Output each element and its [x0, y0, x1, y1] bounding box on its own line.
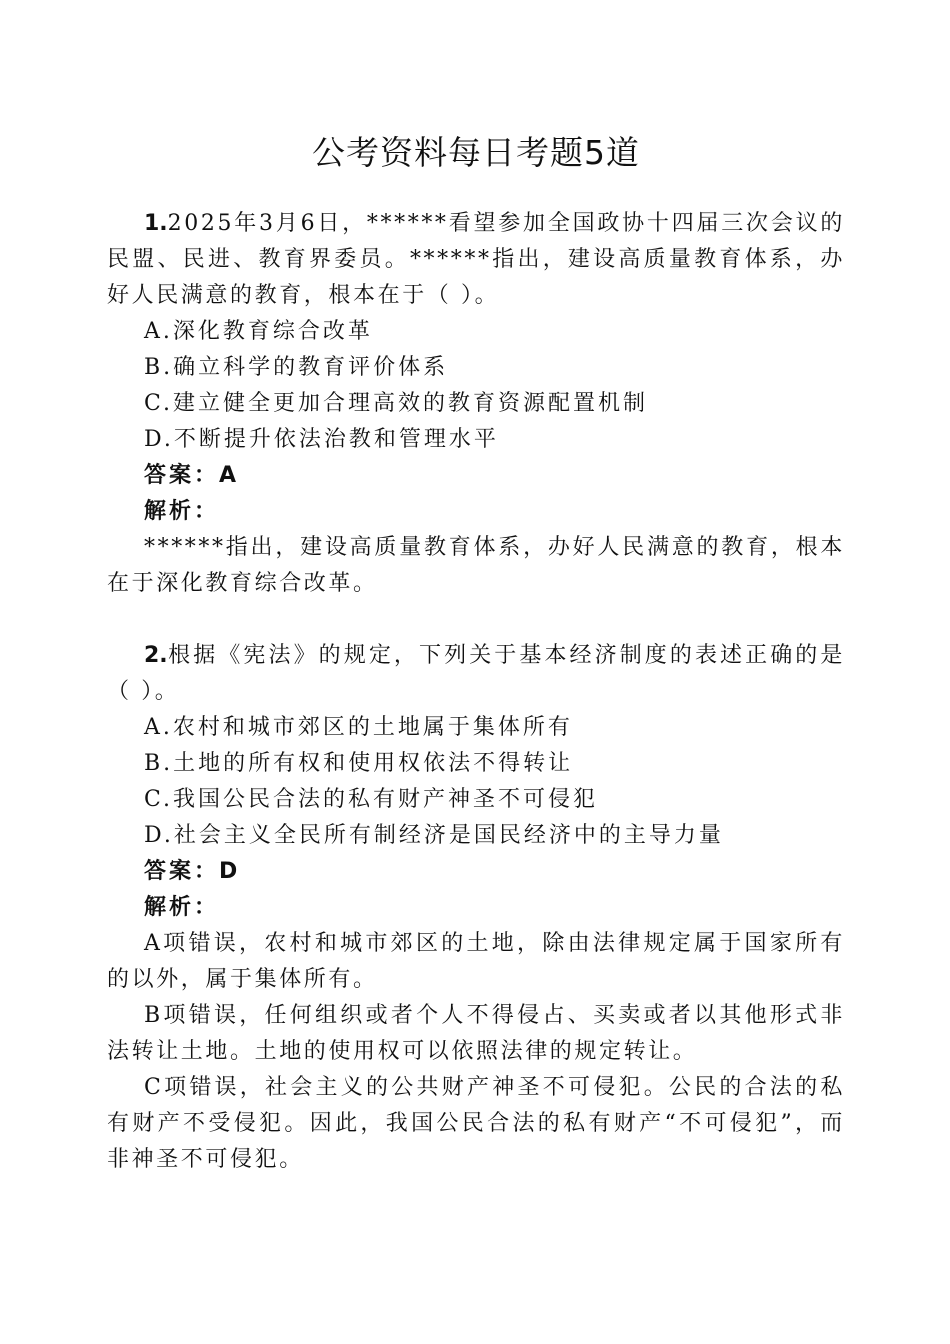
option-c: C.建立健全更加合理高效的教育资源配置机制 [144, 391, 649, 416]
option-b: B.确立科学的教育评价体系 [144, 355, 449, 380]
option-a: A.深化教育综合改革 [144, 319, 373, 344]
question-stem [107, 638, 845, 710]
analysis-paragraph: B项错误，任何组织或者个人不得侵占、买卖或者以其他形式非法转让土地。土地的使用权可以依照法律的规定转让。 [107, 1003, 845, 1064]
answer-label: 答案： [144, 859, 220, 884]
answer-label: 答案： [144, 463, 220, 488]
option-a: A.农村和城市郊区的土地属于集体所有 [144, 715, 573, 740]
analysis-label: 解析： [144, 499, 220, 524]
answer-line [107, 854, 845, 890]
question-number: 1. [144, 211, 168, 236]
option-d: D.不断提升依法治教和管理水平 [144, 427, 499, 452]
analysis-paragraph: C项错误，社会主义的公共财产神圣不可侵犯。公民的合法的私有财产不受侵犯。因此，我国公民合法的私有财产“不可侵犯”，而非神圣不可侵犯。 [107, 1075, 845, 1172]
question-number: 2. [144, 643, 168, 668]
option-c: C.我国公民合法的私有财产神圣不可侵犯 [144, 787, 599, 812]
question-stem [107, 206, 845, 314]
analysis-label: 解析： [144, 895, 220, 920]
page-title: 公考资料每日考题5道 [312, 133, 640, 172]
question-text: 根据《宪法》的规定，下列关于基本经济制度的表述正确的是（ ）。 [107, 643, 845, 704]
analysis-paragraph: A项错误，农村和城市郊区的土地，除由法律规定属于国家所有的以外，属于集体所有。 [107, 931, 845, 992]
question-2 [107, 638, 845, 1178]
answer-value: D [219, 859, 241, 884]
analysis-paragraph: ******指出，建设高质量教育体系，办好人民满意的教育，根本在于深化教育综合改革。 [107, 535, 845, 596]
question-1 [107, 206, 845, 602]
answer-line [107, 458, 845, 494]
option-b: B.土地的所有权和使用权依法不得转让 [144, 751, 574, 776]
answer-value: A [219, 463, 240, 488]
option-d: D.社会主义全民所有制经济是国民经济中的主导力量 [144, 823, 724, 848]
question-text: 2025年3月6日，******看望参加全国政协十四届三次会议的民盟、民进、教育界委员。******指出，建设高质量教育体系，办好人民满意的教育，根本在于（ ）。 [107, 211, 845, 308]
